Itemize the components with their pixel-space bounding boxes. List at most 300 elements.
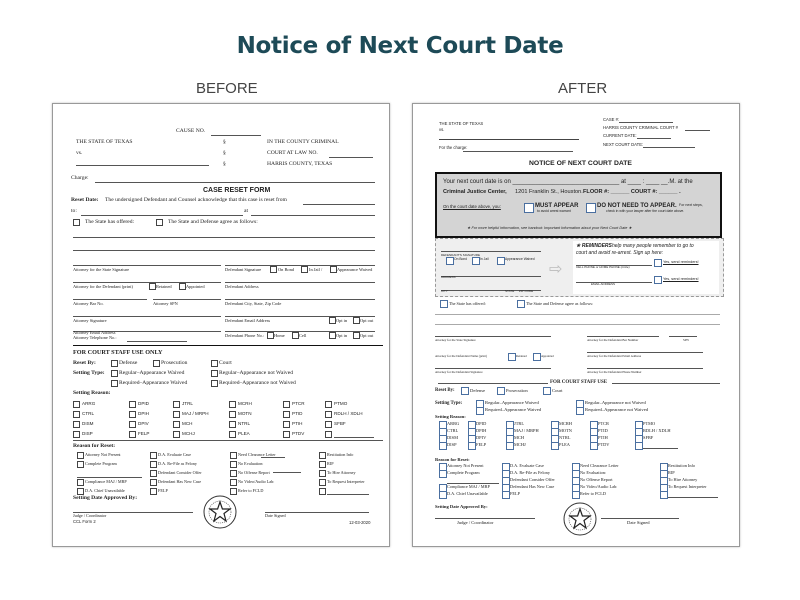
- checkbox[interactable]: [111, 380, 118, 387]
- checkbox[interactable]: [150, 452, 157, 459]
- checkbox[interactable]: [230, 488, 237, 495]
- checkbox[interactable]: [292, 332, 299, 339]
- form-text: PTID: [598, 428, 608, 433]
- form-text: SPN: [683, 338, 689, 342]
- checkbox[interactable]: [283, 421, 290, 428]
- form-text: MCH: [514, 435, 525, 440]
- checkbox[interactable]: [73, 219, 80, 226]
- checkbox[interactable]: [211, 370, 218, 377]
- form-line: [261, 457, 285, 458]
- form-text: Complete Program: [447, 470, 480, 475]
- form-text: Defendant Has New Case: [510, 484, 555, 489]
- form-text: Attorney for the Defendant Signature: [435, 370, 483, 374]
- form-line: [435, 518, 535, 519]
- checkbox[interactable]: [150, 470, 157, 477]
- checkbox[interactable]: [211, 360, 218, 367]
- court-seal-icon: [203, 495, 237, 529]
- form-line: [73, 440, 383, 441]
- form-text: Attorney for the Defendant Bar Number: [587, 338, 639, 342]
- form-text: HARRIS COUNTY, TEXAS: [267, 161, 333, 167]
- checkbox[interactable]: [77, 479, 84, 486]
- form-text: FOR COURT STAFF USE: [550, 380, 608, 385]
- form-text: No Evaluation:: [238, 461, 264, 466]
- form-text: Setting Type:: [73, 370, 105, 376]
- checkbox[interactable]: [461, 387, 469, 395]
- form-text: Attorney for the Defendant Name (print): [435, 354, 487, 358]
- checkbox[interactable]: [150, 461, 157, 468]
- form-text: Attorney for the Defendant Email Address: [587, 354, 642, 358]
- form-text: PLEA: [559, 442, 570, 447]
- checkbox[interactable]: [129, 431, 136, 438]
- checkbox[interactable]: [319, 488, 326, 495]
- form-text: MCRH: [238, 401, 252, 406]
- form-text: PTMO: [334, 401, 348, 406]
- checkbox[interactable]: [229, 421, 236, 428]
- form-text: PTCR: [292, 401, 305, 406]
- form-line: [441, 251, 541, 252]
- form-text: DPIV: [476, 435, 487, 440]
- form-text: CTRL: [82, 411, 94, 416]
- form-text: Restitution Info: [668, 463, 696, 468]
- checkbox[interactable]: [635, 442, 643, 450]
- form-line: [463, 151, 573, 152]
- checkbox[interactable]: [325, 431, 332, 438]
- form-text: Appearance Waived: [505, 257, 535, 261]
- form-text: MOTN: [559, 428, 572, 433]
- form-text: Appointed: [186, 284, 205, 289]
- form-text: Setting Date Approved By:: [73, 495, 138, 501]
- form-text: Refer to FCLD: [580, 491, 607, 496]
- form-text: Regular–Appearance not Waived: [585, 400, 646, 405]
- form-text: at: [244, 208, 249, 214]
- form-text: Attorney Email Address: [73, 330, 116, 335]
- form-text: Attorney for the Defendant (print): [73, 284, 133, 289]
- form-text: vs.: [439, 127, 445, 132]
- form-text: ★ For more helpful information, see handout: Important Information about your Next Court Date ★: [467, 226, 632, 230]
- form-text: Attorney for the Defendant Phone Number: [587, 370, 642, 374]
- form-line: [73, 316, 221, 317]
- form-line: [435, 368, 551, 369]
- form-line: [334, 437, 374, 438]
- court-seal-icon: [563, 502, 597, 536]
- form-line: [587, 352, 703, 353]
- form-text: Home: [274, 333, 285, 338]
- checkbox[interactable]: [319, 470, 326, 477]
- form-text: Your next court date is on ________________________________ at ____ : ____ __.M. at the: [443, 179, 693, 185]
- form-text: No Evaluation:: [580, 470, 607, 475]
- form-text: HARRIS COUNTY CRIMINAL COURT #: [603, 125, 678, 130]
- form-text: to:: [71, 208, 77, 214]
- checkbox[interactable]: [150, 488, 157, 495]
- form-text: FLOOR #: ______ COURT #: ______ .: [583, 189, 681, 195]
- form-text: Opt in: [336, 333, 348, 338]
- checkbox[interactable]: [229, 401, 236, 408]
- checkbox[interactable]: [508, 353, 516, 361]
- form-text: CELL PHONE or HOME PHONE (circle): [576, 265, 630, 269]
- form-text: MUST APPEAR: [535, 203, 579, 209]
- form-line: [435, 314, 720, 315]
- form-text: Compliance MAJ / MRP: [85, 479, 127, 484]
- form-text: Defendant Email Address: [225, 318, 271, 323]
- form-text: The State has offered:: [449, 301, 486, 306]
- form-text: Appearance Waived: [337, 267, 373, 272]
- form-line: [73, 282, 221, 283]
- form-text: The State and Defense agree as follows:: [526, 301, 594, 306]
- checkbox[interactable]: [660, 491, 668, 499]
- form-text: DEFENDANT'S SIGNATURE: [441, 253, 481, 257]
- form-text: To Hire Attorney: [327, 470, 356, 475]
- form-text: MCRH: [559, 421, 572, 426]
- checkbox[interactable]: [533, 353, 541, 361]
- form-line: [601, 518, 679, 519]
- form-text: Attorney Not Present: [447, 463, 484, 468]
- form-text: RDLH / XDLH: [334, 411, 363, 416]
- form-text: CURRENT DATE:: [603, 133, 637, 138]
- form-text: Required–Appearance Waived: [485, 407, 542, 412]
- form-text: Opt out: [360, 318, 374, 323]
- form-text: Defendant City, State, Zip Code: [225, 301, 282, 306]
- form-line: [303, 204, 375, 205]
- form-text: Required–Appearance Waived: [119, 380, 188, 386]
- form-text: D.A. Chief Unavailable: [447, 491, 488, 496]
- form-text: CASE #:: [603, 117, 620, 122]
- form-line: [153, 299, 221, 300]
- form-line: [441, 276, 541, 277]
- form-line: [127, 341, 187, 342]
- form-text: DISM: [447, 435, 458, 440]
- form-line: [95, 182, 375, 183]
- form-text: To Request Interpreter: [668, 484, 707, 489]
- form-text: EMAIL ADDRESS: [591, 282, 616, 286]
- checkbox[interactable]: [439, 491, 447, 499]
- checkbox[interactable]: [476, 407, 484, 415]
- form-text: To Request Interpreter: [327, 479, 365, 484]
- form-line: [619, 122, 673, 123]
- checkbox[interactable]: [179, 283, 186, 290]
- form-text: help many people remember to go to: [612, 243, 694, 249]
- checkbox[interactable]: [325, 401, 332, 408]
- checkbox[interactable]: [319, 452, 326, 459]
- form-text: THE STATE OF TEXAS: [76, 139, 133, 145]
- form-line: [73, 345, 383, 346]
- form-text: Reset By:: [435, 388, 455, 393]
- form-text: On Bond: [454, 257, 468, 261]
- form-text: Regular–Appearance Waived: [119, 370, 185, 376]
- form-text: ARRG: [82, 401, 96, 406]
- form-text: Attorney for the State Signature: [73, 267, 130, 272]
- form-text: Court: [552, 388, 563, 393]
- checkbox[interactable]: [497, 257, 505, 265]
- checkbox[interactable]: [517, 300, 525, 308]
- form-text: MCHJ: [182, 431, 195, 436]
- form-text: ADDRESS: [441, 275, 456, 279]
- form-text: PTIH: [598, 435, 608, 440]
- form-text: Prosecution: [161, 360, 188, 366]
- form-line: [438, 383, 548, 384]
- form-text: CAUSE NO.: [176, 128, 206, 134]
- checkbox[interactable]: [129, 421, 136, 428]
- form-text: DISM: [82, 421, 94, 426]
- form-text: Attorney Bar No.: [73, 301, 104, 306]
- checkbox[interactable]: [267, 332, 274, 339]
- checkbox[interactable]: [77, 452, 84, 459]
- form-text: Setting Reason:: [73, 390, 111, 396]
- form-line: [73, 265, 221, 266]
- checkbox[interactable]: [230, 470, 237, 477]
- checkbox[interactable]: [329, 317, 336, 324]
- form-text: Retained: [156, 284, 172, 289]
- form-text: Complete Program: [85, 461, 117, 466]
- form-text: THE STATE OF TEXAS: [439, 121, 484, 126]
- form-text: Attorney Not Present: [85, 452, 121, 457]
- checkbox[interactable]: [229, 431, 236, 438]
- checkbox[interactable]: [211, 380, 218, 387]
- form-text: RDLH / XDLH: [643, 428, 671, 433]
- form-text: Prosecution: [506, 388, 528, 393]
- form-text: The State and Defense agree as follows:: [168, 219, 258, 225]
- form-text: DPIH: [476, 428, 487, 433]
- form-text: ARRG: [447, 421, 460, 426]
- form-text: MAJ / MRPH: [182, 411, 209, 416]
- form-text: Required–Appearance not Waived: [585, 407, 649, 412]
- form-text: PLEA: [238, 431, 250, 436]
- form-text: 1201 Franklin St., Houston.: [515, 189, 583, 195]
- form-text: Refer to FCLD: [238, 488, 264, 493]
- form-text: NOTICE OF NEXT COURT DATE: [529, 160, 632, 167]
- form-text: D.A. Evaluate Case: [510, 463, 544, 468]
- form-text: Need Clearance Letter: [580, 463, 619, 468]
- checkbox[interactable]: [230, 461, 237, 468]
- checkbox[interactable]: [543, 387, 551, 395]
- checkbox[interactable]: [173, 421, 180, 428]
- form-text: SFBF: [643, 435, 654, 440]
- form-text: MCHJ: [514, 442, 526, 447]
- checkbox[interactable]: [319, 461, 326, 468]
- form-text: Attorney Signature: [73, 318, 107, 323]
- form-line: [643, 448, 678, 449]
- form-text: In Jail /: [309, 267, 323, 272]
- checkbox[interactable]: [153, 360, 160, 367]
- form-text: Reset Date:: [71, 197, 99, 203]
- checkbox[interactable]: [654, 259, 662, 267]
- checkbox[interactable]: [129, 411, 136, 418]
- form-text: Setting Type:: [435, 401, 463, 406]
- form-text: Opt in: [336, 318, 348, 323]
- form-text: Reason for Reset:: [435, 457, 470, 462]
- form-text: ★ REMINDERS: [576, 243, 612, 249]
- checkbox[interactable]: [654, 276, 662, 284]
- checkbox[interactable]: [468, 442, 476, 450]
- form-text: D.A. Chief Unavailable: [85, 488, 125, 493]
- checkbox[interactable]: [502, 491, 510, 499]
- form-line: [73, 237, 375, 238]
- checkbox[interactable]: [73, 421, 80, 428]
- form-text: ZIP CODE: [519, 289, 534, 293]
- checkbox[interactable]: [325, 411, 332, 418]
- form-text: D.A. Re-File as Felony: [510, 470, 550, 475]
- checkbox[interactable]: [590, 442, 598, 450]
- checkbox[interactable]: [283, 431, 290, 438]
- checkbox[interactable]: [230, 479, 237, 486]
- page-title: Notice of Next Court Date: [236, 33, 564, 59]
- form-line: [77, 477, 142, 478]
- form-text: Attorney Telephone No.:: [73, 335, 117, 340]
- form-text: D.A. Re-File as Felony: [158, 461, 197, 466]
- checkbox[interactable]: [73, 431, 80, 438]
- form-text: Regular–Appearance Waived: [485, 400, 539, 405]
- form-text: STATE: [505, 289, 515, 293]
- checkbox[interactable]: [353, 317, 360, 324]
- form-text: Charge:: [71, 175, 89, 181]
- form-line: [225, 299, 375, 300]
- checkbox[interactable]: [73, 411, 80, 418]
- checkbox[interactable]: [173, 431, 180, 438]
- checkbox[interactable]: [111, 360, 118, 367]
- checkbox[interactable]: [439, 470, 447, 478]
- checkbox[interactable]: [329, 332, 336, 339]
- form-text: D.A. Evaluate Case: [158, 452, 192, 457]
- checkbox[interactable]: [551, 442, 559, 450]
- form-text: Setting Date Approved By:: [435, 504, 488, 509]
- form-text: RIP: [668, 470, 675, 475]
- form-text: FOR COURT STAFF USE ONLY: [73, 349, 163, 356]
- form-text: Setting Reason:: [435, 414, 466, 419]
- checkbox[interactable]: [576, 407, 584, 415]
- form-line: [76, 165, 209, 166]
- checkbox[interactable]: [319, 479, 326, 486]
- checkbox[interactable]: [173, 401, 180, 408]
- form-text: NEXT COURT DATE:: [603, 142, 644, 147]
- checkbox[interactable]: [586, 203, 596, 213]
- form-text: Attorney for the State Signature: [435, 338, 476, 342]
- form-text: DPIV: [138, 421, 149, 426]
- checkbox[interactable]: [446, 257, 454, 265]
- form-text: Yes, send reminders!: [663, 260, 699, 264]
- form-text: MAJ / MRPH: [514, 428, 539, 433]
- checkbox[interactable]: [270, 266, 277, 273]
- form-text: PTMO: [643, 421, 656, 426]
- checkbox[interactable]: [73, 401, 80, 408]
- form-text: Opt out: [360, 333, 374, 338]
- form-text: DISP: [82, 431, 93, 436]
- checkbox[interactable]: [439, 442, 447, 450]
- form-text: SFBF: [334, 421, 346, 426]
- checkbox[interactable]: [506, 442, 514, 450]
- form-text: PTDV: [598, 442, 610, 447]
- form-text: Defendant Consider Offer: [510, 477, 555, 482]
- form-line: [251, 215, 375, 216]
- checkbox[interactable]: [330, 266, 337, 273]
- form-text: DO NOT NEED TO APPEAR.: [597, 203, 677, 209]
- form-text: The undersigned Defendant and Counsel acknowledge that this case is reset from: [105, 197, 287, 203]
- form-text: §: [223, 150, 226, 156]
- form-text: Criminal Justice Center,: [443, 189, 507, 195]
- checkbox[interactable]: [353, 332, 360, 339]
- checkbox[interactable]: [440, 300, 448, 308]
- form-line: [643, 147, 695, 148]
- form-text: To Hire Attorney: [668, 477, 698, 482]
- checkbox[interactable]: [524, 203, 534, 213]
- form-text: The State has offered:: [85, 219, 135, 225]
- form-text: §: [223, 139, 226, 145]
- checkbox[interactable]: [156, 219, 163, 226]
- form-text: NTRL: [559, 435, 571, 440]
- checkbox[interactable]: [325, 421, 332, 428]
- checkbox[interactable]: [150, 479, 157, 486]
- form-text: Compliance MAJ / MRP: [447, 484, 490, 489]
- checkbox[interactable]: [472, 257, 480, 265]
- checkbox[interactable]: [129, 401, 136, 408]
- form-line: [81, 215, 243, 216]
- form-text: 12-03-2020: [349, 520, 371, 525]
- form-text: FELP: [138, 431, 150, 436]
- form-line: [225, 265, 375, 266]
- form-text: CTRL: [447, 428, 459, 433]
- form-text: Defense: [119, 360, 138, 366]
- form-text: DPID: [476, 421, 487, 426]
- checkbox[interactable]: [173, 411, 180, 418]
- checkbox[interactable]: [111, 370, 118, 377]
- form-line: [327, 494, 369, 495]
- checkbox[interactable]: [77, 461, 84, 468]
- checkbox[interactable]: [149, 283, 156, 290]
- form-text: Reset By:: [73, 360, 96, 366]
- form-text: FELP: [158, 488, 168, 493]
- form-text: Restitution Info: [327, 452, 354, 457]
- form-line: [225, 282, 375, 283]
- form-text: PTDV: [292, 431, 305, 436]
- form-line: [211, 135, 261, 136]
- form-text: Need Clearance Letter: [238, 452, 276, 457]
- checkbox[interactable]: [283, 401, 290, 408]
- before-label: BEFORE: [196, 80, 258, 97]
- form-text: Yes, send reminders!: [663, 277, 699, 281]
- form-line: [669, 336, 697, 337]
- form-text: CITY: [441, 289, 448, 293]
- form-text: DPIH: [138, 411, 149, 416]
- form-text: Court: [219, 360, 232, 366]
- form-line: [435, 336, 551, 337]
- form-text: No Offense Report: [238, 470, 270, 475]
- checkbox[interactable]: [497, 387, 505, 395]
- checkbox[interactable]: [301, 266, 308, 273]
- form-line: [587, 368, 703, 369]
- form-line: [612, 383, 720, 384]
- form-text: court and avoid re-arrest. Sign up here:: [576, 250, 663, 256]
- checkbox[interactable]: [572, 491, 580, 499]
- checkbox[interactable]: [283, 411, 290, 418]
- checkbox[interactable]: [229, 411, 236, 418]
- form-text: Appointed: [541, 354, 554, 358]
- form-line: [273, 472, 301, 473]
- form-text: NTRL: [238, 421, 250, 426]
- form-text: Reason for Reset:: [73, 443, 116, 449]
- arrow-right-icon: ⇨: [549, 261, 563, 278]
- form-text: Judge / Coordinator: [73, 513, 107, 518]
- after-label: AFTER: [558, 80, 608, 97]
- form-text: FELP: [476, 442, 487, 447]
- form-text: COURT AT LAW NO.: [267, 150, 318, 156]
- form-line: [685, 130, 710, 131]
- form-text: DISP: [447, 442, 457, 447]
- checkbox[interactable]: [77, 488, 84, 495]
- form-line: [73, 299, 147, 300]
- form-text: Cell: [299, 333, 307, 338]
- form-line: [668, 497, 718, 498]
- checkbox[interactable]: [230, 452, 237, 459]
- form-line: [439, 139, 579, 140]
- form-text: check in with your lawyer after the court date above.: [606, 209, 685, 213]
